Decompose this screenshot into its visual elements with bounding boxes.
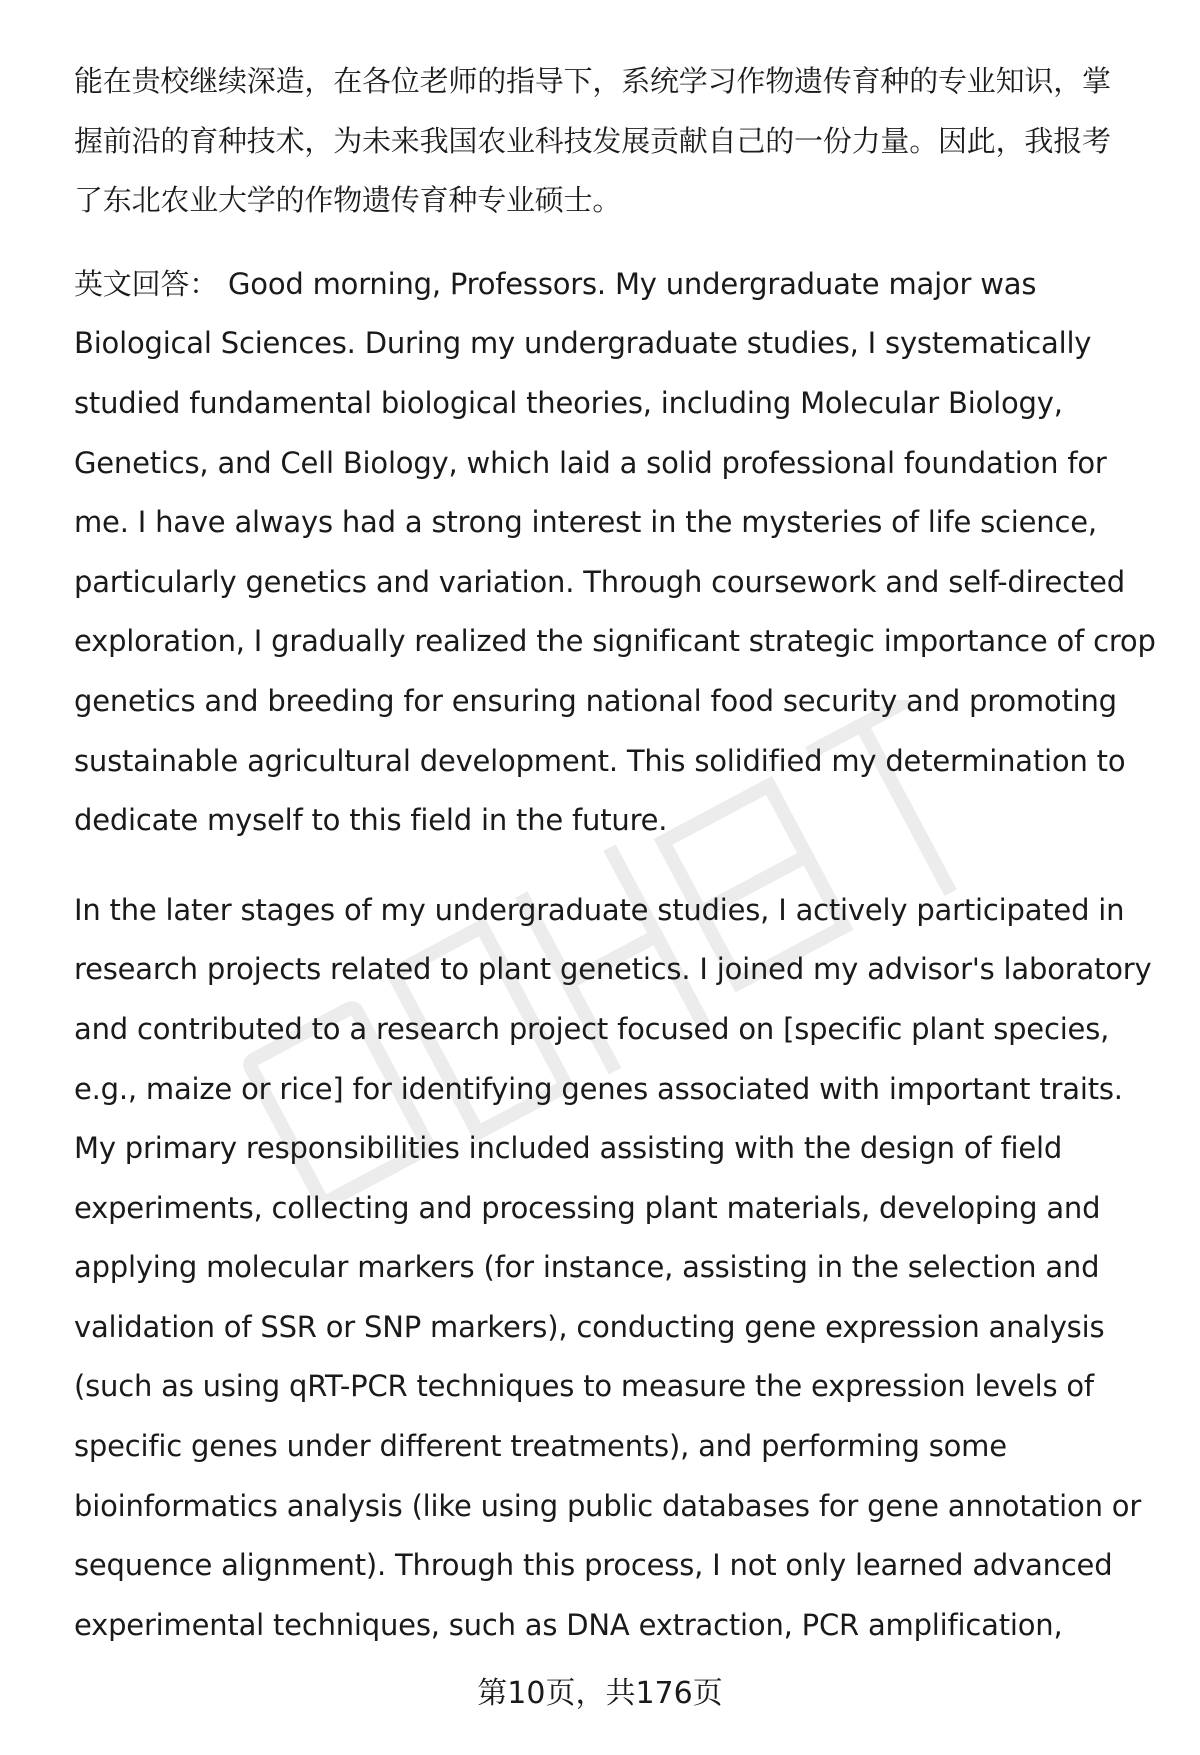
- text-line: (such as using qRT-PCR techniques to measure the expression levels of: [74, 1369, 1094, 1404]
- text-line: In the later stages of my undergraduate studies, I actively participated in: [74, 892, 1125, 927]
- text-line: exploration, I gradually realized the significant strategic importance of crop: [74, 624, 1156, 659]
- text-line: bioinformatics analysis (like using public databases for gene annotation or: [74, 1488, 1142, 1523]
- text-line: validation of SSR or SNP markers), conducting gene expression analysis: [74, 1309, 1105, 1344]
- text-line-content: Good morning, Professors. My undergraduate major was: [228, 266, 1037, 301]
- text-line: My primary responsibilities included assisting with the design of field: [74, 1131, 1063, 1166]
- text-line: experiments, collecting and processing plant materials, developing and: [74, 1190, 1101, 1225]
- text-line: specific genes under different treatments), and performing some: [74, 1429, 1007, 1464]
- paragraph-chinese-answer: [74, 52, 1154, 231]
- text-line: applying molecular markers (for instance, assisting in the selection and: [74, 1250, 1100, 1285]
- text-line: particularly genetics and variation. Through coursework and self-directed: [74, 564, 1125, 599]
- document-page: [74, 52, 1154, 1655]
- text-line: me. I have always had a strong interest in the mysteries of life science,: [74, 505, 1097, 540]
- text-line: research projects related to plant genetics. I joined my advisor's laboratory: [74, 952, 1152, 987]
- page-number-footer: 第10页，共176页: [477, 1676, 723, 1711]
- text-line: dedicate myself to this field in the future.: [74, 803, 668, 838]
- text-line: Biological Sciences. During my undergraduate studies, I systematically: [74, 326, 1092, 361]
- text-line: sequence alignment). Through this process, I not only learned advanced: [74, 1548, 1113, 1583]
- text-line: Genetics, and Cell Biology, which laid a solid professional foundation for: [74, 445, 1107, 480]
- answer-label: 英文回答：: [74, 266, 219, 301]
- text-line: and contributed to a research project focused on [specific plant species,: [74, 1011, 1110, 1046]
- text-line: e.g., maize or rice] for identifying genes associated with important traits.: [74, 1071, 1123, 1106]
- text-line: experimental techniques, such as DNA extraction, PCR amplification,: [74, 1607, 1063, 1642]
- paragraph-research-experience: [74, 881, 1154, 1656]
- text-line: 能在贵校继续深造，在各位老师的指导下，系统学习作物遗传育种的专业知识，掌: [74, 64, 1111, 98]
- text-line: genetics and breeding for ensuring national food security and promoting: [74, 683, 1117, 718]
- text-line: sustainable agricultural development. This solidified my determination to: [74, 743, 1126, 778]
- text-line: [74, 255, 1154, 315]
- paragraph-english-answer: [74, 255, 1154, 851]
- text-line: 了东北农业大学的作物遗传育种专业硕士。: [74, 183, 622, 218]
- text-line: 握前沿的育种技术，为未来我国农业科技发展贡献自己的一份力量。因此，我报考: [74, 123, 1111, 158]
- text-line: studied fundamental biological theories, including Molecular Biology,: [74, 385, 1063, 420]
